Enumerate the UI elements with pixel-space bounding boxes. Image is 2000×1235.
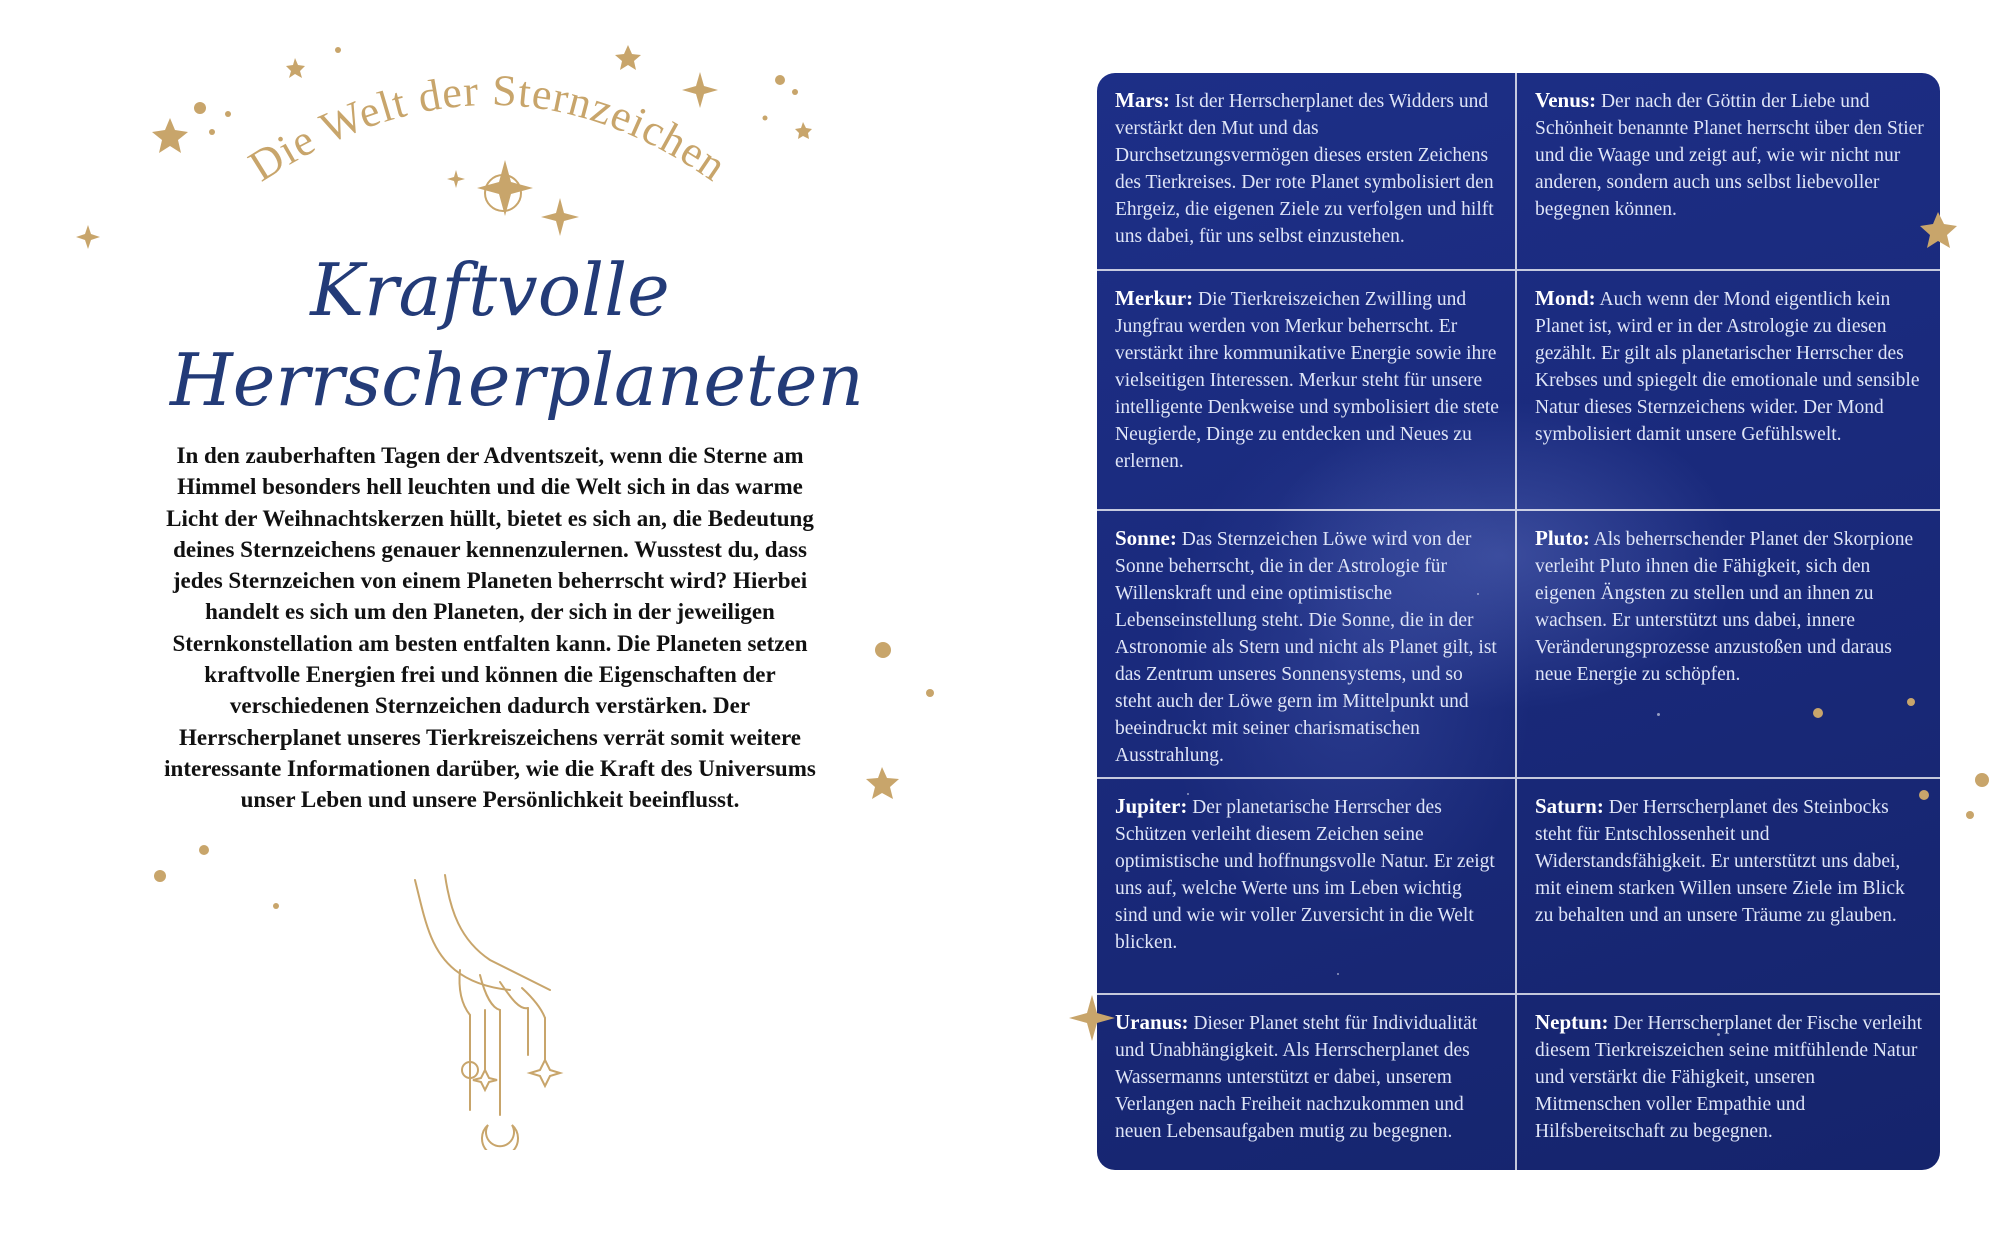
sparkle-icon xyxy=(1069,995,1115,1041)
planet-name: Jupiter: xyxy=(1115,794,1188,818)
hand-with-charms-illustration xyxy=(400,870,600,1150)
arched-heading-text: Die Welt der Sternzeichen xyxy=(240,65,736,191)
planet-name: Neptun: xyxy=(1535,1010,1609,1034)
planet-description: Die Tierkreiszeichen Zwilling und Jungfrau werden von Merkur beherrscht. Er verstärkt ihre kommunikative Energie sowie ihre vielseitigen Interessen. Merkur steht für unsere intelligente Denkweise und symbolisiert die stete Neugierde, Dinge zu entdecken und Neues zu erlernen. xyxy=(1115,289,1499,472)
arched-heading xyxy=(150,40,850,240)
planet-description: Als beherrschender Planet der Skorpione verleiht Pluto ihnen die Fähigkeit, sich den eigenen Ängsten zu stellen und an ihnen zu wachsen. Er unterstützt uns dabei, innere Veränderungsprozesse anzustoßen und daraus neue Energie zu schöpfen. xyxy=(1535,529,1914,685)
planet-description: Dieser Planet steht für Individualität und Unabhängigkeit. Als Herrscherplanet des Wassermanns unterstützt er dabei, unserem Verlangen nach Freiheit nachzukommen und neuen Lebensaufgaben mutig zu begegnen. xyxy=(1115,1013,1478,1142)
gold-star-decorations-right xyxy=(1050,0,2000,1235)
planet-name: Sonne: xyxy=(1115,526,1177,550)
planet-description: Der Herrscherplanet der Fische verleiht diesem Tierkreiszeichen seine mitfühlende Natur und verstärkt die Fähigkeit, unseren Mitmenschen voller Empathie und Hilfsbereitschaft zu begegnen. xyxy=(1535,1013,1923,1142)
star-icon xyxy=(1920,212,1957,248)
planet-name: Merkur: xyxy=(1115,286,1194,310)
page-title xyxy=(170,245,864,425)
planet-name: Venus: xyxy=(1535,88,1597,112)
planet-name: Saturn: xyxy=(1535,794,1604,818)
planet-name: Pluto: xyxy=(1535,526,1590,550)
planet-name: Uranus: xyxy=(1115,1010,1189,1034)
planet-name: Mond: xyxy=(1535,286,1596,310)
planet-description: Ist der Herrscherplanet des Widders und verstärkt den Mut und das Durchsetzungsvermögen dieses ersten Zeichens des Tierkreises. Der rote Planet symbolisiert den Ehrgeiz, die eigenen Ziele zu verfolgen und hilft uns dabei, für uns selbst einzustehen. xyxy=(1115,91,1494,247)
page-title-line2: Herrscherplaneten xyxy=(170,338,864,422)
intro-paragraph: In den zauberhaften Tagen der Adventszeit, wenn die Sterne am Himmel besonders hell leuchten und die Welt sich in das warme Licht der Weihnachtskerzen hüllt, bietet es sich an, die Bedeutung deines Sternzeichens genauer kennenzulernen. Wusstest du, dass jedes Sternzeichen von einem Planeten beherrscht wird? Hierbei handelt es sich um den Planeten, der sich in der jeweiligen Sternkonstellation am besten entfalten kann. Die Planeten setzen kraftvolle Energien frei und können die Eigenschaften der verschiedenen Sternzeichen dadurch verstärken. Der Herrscherplanet unseres Tierkreiszeichens verrät somit weitere interessante Informationen darüber, wie die Kraft des Universums unser Leben und unsere Persönlichkeit beeinflusst. xyxy=(164,443,816,813)
planet-description: Der Herrscherplanet des Steinbocks steht für Entschlossenheit und Widerstandsfähigkeit. Er unterstützt uns dabei, mit einem starken Willen unsere Ziele im Blick zu behalten und an unsere Träume zu glauben. xyxy=(1535,797,1905,926)
star-icon xyxy=(866,767,899,799)
planet-description: Der planetarische Herrscher des Schützen verleiht diesem Zeichen seine optimistische und hoffnungsvolle Natur. Er zeigt uns auf, welche Werte uns im Leben wichtig sind und wie wir voller Zuversicht in die Welt blicken. xyxy=(1115,797,1495,953)
planet-description: Auch wenn der Mond eigentlich kein Planet ist, wird er in der Astrologie zu diesen gezählt. Er gilt als planetarischer Herrscher des Krebses und spiegelt die emotionale und sensible Natur dieses Sternzeichens wider. Der Mond symbolisiert damit unsere Gefühlswelt. xyxy=(1535,289,1920,445)
planet-name: Mars: xyxy=(1115,88,1170,112)
page-title-line1: Kraftvolle xyxy=(310,248,670,332)
planet-description: Das Sternzeichen Löwe wird von der Sonne beherrscht, die in der Astrologie für Willenskraft und eine optimistische Lebenseinstellung steht. Die Sonne, die in der Astronomie als Stern und nicht als Planet gilt, ist das Zentrum unseres Sonnensystems, und so steht auch der Löwe gern im Mittelpunkt und beeindruckt mit seiner charismatischen Ausstrahlung. xyxy=(1115,529,1497,766)
planet-description: Der nach der Göttin der Liebe und Schönheit benannte Planet herrscht über den Stier und die Waage und zeigt auf, wie wir nicht nur anderen, sondern auch uns selbst liebevoller begegnen können. xyxy=(1535,91,1924,220)
sparkle-icon xyxy=(76,225,100,249)
svg-text:Die Welt der Sternzeichen xyxy=(240,66,736,191)
